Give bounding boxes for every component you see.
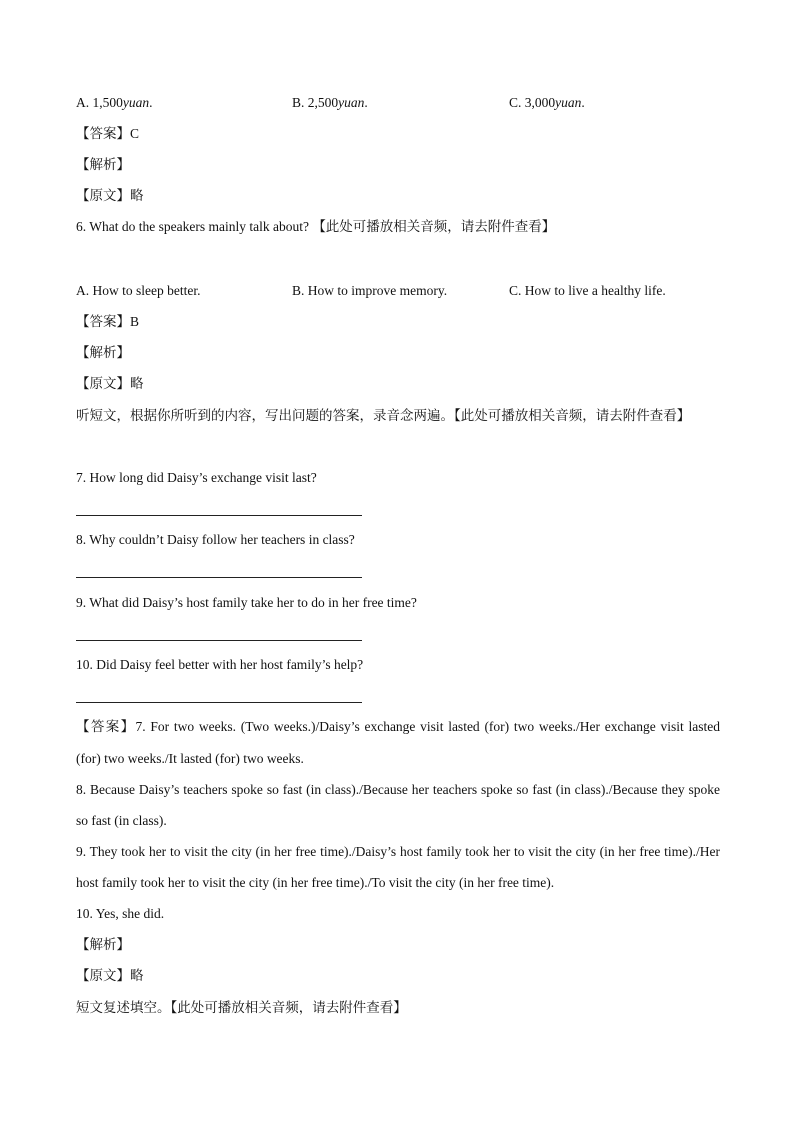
- answer-blank-9[interactable]: [76, 640, 362, 641]
- section4-instruction: 短文复述填空。【此处可播放相关音频，请去附件查看】: [76, 1000, 407, 1016]
- audio-note: 【此处可播放相关音频，请去附件查看】: [312, 219, 556, 235]
- q5-original: [76, 187, 144, 205]
- option-amount: 1,500: [92, 95, 123, 110]
- answer-tag: 【答案】: [76, 126, 130, 142]
- original-value: 略: [130, 188, 144, 204]
- q5-answer: [76, 125, 139, 143]
- original-value: 略: [130, 968, 144, 984]
- original-tag: 【原文】: [76, 968, 130, 984]
- section3-original: [76, 967, 144, 985]
- q6-original: [76, 375, 144, 393]
- answer-value: C: [130, 126, 140, 141]
- answer-blank-8[interactable]: [76, 577, 362, 578]
- option-end: .: [149, 95, 153, 110]
- answer-blank-10[interactable]: [76, 702, 362, 703]
- answer-10: 10. Yes, she did.: [76, 906, 165, 921]
- original-value: 略: [130, 376, 144, 392]
- q5-analysis: 【解析】: [76, 157, 130, 173]
- question-8: 8. Why couldn’t Daisy follow her teachers in class?: [76, 532, 355, 547]
- question-7: 7. How long did Daisy’s exchange visit last?: [76, 470, 317, 485]
- option-letter: C.: [509, 95, 522, 110]
- option-amount: 3,000: [524, 95, 556, 110]
- answer-tag: 【答案】: [76, 314, 130, 330]
- option-unit: yuan: [555, 95, 582, 110]
- q6-option-c: C. How to live a healthy life.: [509, 283, 666, 298]
- answer-tag: 【答案】: [76, 719, 136, 735]
- question-9: 9. What did Daisy’s host family take her to do in her free time?: [76, 595, 417, 610]
- answer-text: 7. For two weeks. (Two weeks.)/Daisy’s exchange visit lasted (for) two weeks./Her exchange visit lasted (for) two weeks./It lasted (for) two weeks.: [76, 719, 721, 766]
- answer-value: B: [130, 314, 140, 329]
- q5-option-b: [292, 94, 368, 112]
- option-unit: yuan: [338, 95, 365, 110]
- option-end: .: [364, 95, 368, 110]
- original-tag: 【原文】: [76, 188, 130, 204]
- section3-analysis: 【解析】: [76, 937, 130, 953]
- q6-analysis: 【解析】: [76, 345, 130, 361]
- q6-option-b: B. How to improve memory.: [292, 283, 448, 298]
- section3-instruction: 听短文，根据你所听到的内容，写出问题的答案，录音念两遍。【此处可播放相关音频，请去附件查看】: [76, 408, 691, 424]
- option-letter: A.: [76, 95, 90, 110]
- q5-option-a: [76, 94, 153, 112]
- q6-option-a: A. How to sleep better.: [76, 283, 201, 298]
- question-text: 6. What do the speakers mainly talk about?: [76, 219, 309, 234]
- option-unit: yuan: [122, 95, 150, 110]
- option-amount: 2,500: [307, 95, 339, 110]
- option-end: .: [581, 95, 585, 110]
- answer-7: [76, 711, 720, 774]
- q5-option-c: [509, 94, 585, 112]
- q6-question: [76, 218, 555, 236]
- answer-8: 8. Because Daisy’s teachers spoke so fast (in class)./Because her teachers spoke so fast (in class)./Because they spoke so fast (in class).: [76, 782, 720, 828]
- answer-9: 9. They took her to visit the city (in her free time)./Daisy’s host family took her to visit the city (in her free time)./Her host family took her to visit the city (in her free time)./To visit the city (in her free time).: [76, 844, 720, 890]
- original-tag: 【原文】: [76, 376, 130, 392]
- q6-answer: [76, 313, 139, 331]
- option-letter: B.: [292, 95, 305, 110]
- answer-blank-7[interactable]: [76, 515, 362, 516]
- question-10: 10. Did Daisy feel better with her host family’s help?: [76, 657, 364, 672]
